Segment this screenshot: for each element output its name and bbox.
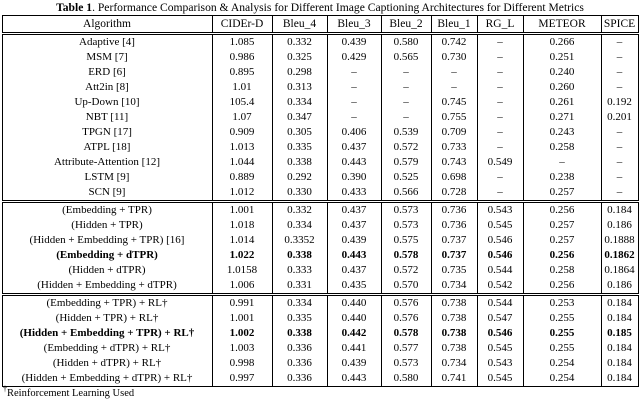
algorithm-cell: (Embedding + dTPR) + RL† — [2, 341, 212, 356]
metric-cell: 1.012 — [212, 185, 272, 202]
metric-cell: 0.545 — [477, 341, 523, 356]
metric-cell: 0.730 — [431, 50, 477, 65]
metric-cell: 0.579 — [381, 155, 431, 170]
metric-cell: 0.544 — [477, 295, 523, 312]
metric-cell: 0.997 — [212, 371, 272, 387]
metric-cell: 0.570 — [381, 278, 431, 295]
table-row — [2, 311, 638, 326]
metric-cell: – — [327, 95, 381, 110]
footnote-text: Reinforcement Learning Used — [7, 388, 135, 399]
metric-cell: 0.253 — [523, 295, 601, 312]
metric-cell: 0.258 — [523, 140, 601, 155]
table-row — [2, 356, 638, 371]
metric-cell: 0.577 — [381, 341, 431, 356]
metric-cell: 0.572 — [381, 140, 431, 155]
algorithm-cell: (Hidden + Embedding + dTPR) — [2, 278, 212, 295]
metric-cell: 0.991 — [212, 295, 272, 312]
algorithm-cell: (Hidden + dTPR) + RL† — [2, 356, 212, 371]
dagger-marker: † — [3, 384, 7, 394]
header-row — [2, 16, 638, 34]
metric-cell: 0.576 — [381, 311, 431, 326]
metric-cell: 0.998 — [212, 356, 272, 371]
metric-cell: 0.429 — [327, 50, 381, 65]
metric-cell: 0.1862 — [601, 248, 638, 263]
metric-cell: 0.184 — [601, 371, 638, 387]
metric-cell: 0.728 — [431, 185, 477, 202]
metric-cell: – — [601, 80, 638, 95]
metric-cell: – — [381, 95, 431, 110]
metric-cell: – — [601, 65, 638, 80]
table-row — [2, 34, 638, 51]
metric-cell: 0.542 — [477, 278, 523, 295]
metric-cell: 0.201 — [601, 110, 638, 125]
metric-cell: 0.547 — [477, 311, 523, 326]
table-row — [2, 80, 638, 95]
metric-cell: 0.332 — [272, 202, 327, 219]
metric-cell: 0.255 — [523, 311, 601, 326]
metric-cell: 0.565 — [381, 50, 431, 65]
table-row — [2, 95, 638, 110]
metric-cell: 0.578 — [381, 248, 431, 263]
metric-cell: 0.578 — [381, 326, 431, 341]
column-header-bleu1: Bleu_1 — [431, 16, 477, 34]
metric-cell: – — [477, 185, 523, 202]
table-row — [2, 155, 638, 170]
metric-cell: 1.014 — [212, 233, 272, 248]
metric-cell: 0.546 — [477, 248, 523, 263]
metric-cell: 105.4 — [212, 95, 272, 110]
metric-cell: 0.440 — [327, 295, 381, 312]
metric-cell: – — [523, 155, 601, 170]
metric-cell: 0.1888 — [601, 233, 638, 248]
metric-cell: 0.185 — [601, 326, 638, 341]
section-baselines — [2, 34, 638, 202]
metric-cell: 0.347 — [272, 110, 327, 125]
metric-cell: 0.698 — [431, 170, 477, 185]
metric-cell: – — [601, 155, 638, 170]
metric-cell: 0.743 — [431, 155, 477, 170]
metric-cell: 0.733 — [431, 140, 477, 155]
metric-cell: 0.736 — [431, 202, 477, 219]
algorithm-cell: TPGN [17] — [2, 125, 212, 140]
metric-cell: 0.335 — [272, 140, 327, 155]
table-header — [2, 16, 638, 34]
metric-cell: 1.006 — [212, 278, 272, 295]
metric-cell: 0.909 — [212, 125, 272, 140]
metric-cell: 1.022 — [212, 248, 272, 263]
algorithm-cell: (Hidden + Embedding + TPR) [16] — [2, 233, 212, 248]
table-row — [2, 110, 638, 125]
metric-cell: 0.735 — [431, 263, 477, 278]
metric-cell: 0.3352 — [272, 233, 327, 248]
metric-cell: 0.736 — [431, 218, 477, 233]
algorithm-cell: LSTM [9] — [2, 170, 212, 185]
metric-cell: 0.192 — [601, 95, 638, 110]
metric-cell: 0.573 — [381, 356, 431, 371]
metric-cell: 0.336 — [272, 371, 327, 387]
metric-cell: 0.184 — [601, 202, 638, 219]
metric-cell: 0.338 — [272, 155, 327, 170]
metric-cell: 0.439 — [327, 34, 381, 51]
algorithm-cell: (Hidden + TPR) + RL† — [2, 311, 212, 326]
metric-cell: 0.240 — [523, 65, 601, 80]
table-row — [2, 140, 638, 155]
table-caption — [0, 0, 640, 14]
metric-cell: – — [477, 80, 523, 95]
table-row — [2, 185, 638, 202]
metric-cell: 1.001 — [212, 311, 272, 326]
section-rl-models — [2, 295, 638, 387]
metric-cell: 0.738 — [431, 341, 477, 356]
algorithm-cell: Attribute-Attention [12] — [2, 155, 212, 170]
metric-cell: 0.737 — [431, 233, 477, 248]
table-row — [2, 326, 638, 341]
metric-cell: 0.543 — [477, 356, 523, 371]
metric-cell: 0.889 — [212, 170, 272, 185]
metric-cell: 0.254 — [523, 371, 601, 387]
metric-cell: – — [381, 80, 431, 95]
metric-cell: 0.437 — [327, 140, 381, 155]
column-header-cider-d: CIDEr-D — [212, 16, 272, 34]
metric-cell: 0.544 — [477, 263, 523, 278]
metric-cell: – — [477, 50, 523, 65]
metric-cell: 0.390 — [327, 170, 381, 185]
metric-cell: 1.07 — [212, 110, 272, 125]
metric-cell: 0.334 — [272, 295, 327, 312]
column-header-rg-l: RG_L — [477, 16, 523, 34]
metric-cell: 0.737 — [431, 248, 477, 263]
metric-cell: 0.437 — [327, 263, 381, 278]
metric-cell: – — [431, 80, 477, 95]
metric-cell: 0.525 — [381, 170, 431, 185]
metric-cell: 0.437 — [327, 202, 381, 219]
metric-cell: 1.013 — [212, 140, 272, 155]
metric-cell: 0.443 — [327, 371, 381, 387]
table-row — [2, 248, 638, 263]
metric-cell: 0.734 — [431, 278, 477, 295]
algorithm-cell: Adaptive [4] — [2, 34, 212, 51]
table-row — [2, 233, 638, 248]
metric-cell: 0.741 — [431, 371, 477, 387]
metric-cell: 0.566 — [381, 185, 431, 202]
metric-cell: – — [477, 110, 523, 125]
metric-cell: 0.755 — [431, 110, 477, 125]
metric-cell: 0.298 — [272, 65, 327, 80]
metric-cell: – — [477, 34, 523, 51]
metric-cell: 0.709 — [431, 125, 477, 140]
metric-cell: – — [327, 110, 381, 125]
metric-cell: 0.261 — [523, 95, 601, 110]
metric-cell: 0.266 — [523, 34, 601, 51]
metric-cell: 0.332 — [272, 34, 327, 51]
metric-cell: 0.575 — [381, 233, 431, 248]
metric-cell: 0.573 — [381, 202, 431, 219]
metric-cell: 0.271 — [523, 110, 601, 125]
metric-cell: 0.257 — [523, 218, 601, 233]
metric-cell: 0.257 — [523, 233, 601, 248]
column-header-spice: SPICE — [601, 16, 638, 34]
metric-cell: 0.543 — [477, 202, 523, 219]
metric-cell: – — [601, 170, 638, 185]
metric-cell: – — [601, 34, 638, 51]
table-row — [2, 50, 638, 65]
algorithm-cell: Att2in [8] — [2, 80, 212, 95]
metric-cell: 0.546 — [477, 326, 523, 341]
metric-cell: 0.545 — [477, 218, 523, 233]
table-row — [2, 170, 638, 185]
algorithm-cell: MSM [7] — [2, 50, 212, 65]
metric-cell: 0.738 — [431, 326, 477, 341]
metric-cell: 0.184 — [601, 295, 638, 312]
table-row — [2, 278, 638, 295]
metric-cell: 0.333 — [272, 263, 327, 278]
metric-cell: 0.338 — [272, 248, 327, 263]
algorithm-cell: (Embedding + TPR) — [2, 202, 212, 219]
table-row — [2, 65, 638, 80]
metric-cell: 1.01 — [212, 80, 272, 95]
metric-cell: 0.745 — [431, 95, 477, 110]
table-row — [2, 218, 638, 233]
metric-cell: 0.573 — [381, 218, 431, 233]
metric-cell: 0.580 — [381, 34, 431, 51]
metric-cell: 0.256 — [523, 202, 601, 219]
metric-cell: – — [381, 65, 431, 80]
metric-cell: 0.238 — [523, 170, 601, 185]
table-row — [2, 263, 638, 278]
metric-cell: 0.305 — [272, 125, 327, 140]
metric-cell: 0.331 — [272, 278, 327, 295]
metric-cell: – — [477, 125, 523, 140]
column-header-algorithm: Algorithm — [2, 16, 212, 34]
metric-cell: 0.186 — [601, 278, 638, 295]
algorithm-cell: ERD [6] — [2, 65, 212, 80]
metric-cell: 0.335 — [272, 311, 327, 326]
metric-cell: 0.338 — [272, 326, 327, 341]
table-row — [2, 295, 638, 312]
table-caption-label: Table 1 — [56, 1, 93, 14]
metric-cell: 0.256 — [523, 278, 601, 295]
metric-cell: 0.260 — [523, 80, 601, 95]
table-caption-text: . Performance Comparison & Analysis for Different Image Captioning Architectures for Different Metrics — [92, 1, 584, 14]
metric-cell: – — [431, 65, 477, 80]
metric-cell: 0.184 — [601, 356, 638, 371]
metric-cell: 0.243 — [523, 125, 601, 140]
metric-cell: 1.003 — [212, 341, 272, 356]
metric-cell: 1.085 — [212, 34, 272, 51]
column-header-bleu4: Bleu_4 — [272, 16, 327, 34]
algorithm-cell: (Hidden + Embedding + TPR) + RL† — [2, 326, 212, 341]
metric-cell: 0.258 — [523, 263, 601, 278]
table-row — [2, 202, 638, 219]
metric-cell: – — [477, 170, 523, 185]
metric-cell: 0.257 — [523, 185, 601, 202]
column-header-bleu3: Bleu_3 — [327, 16, 381, 34]
metric-cell: 0.184 — [601, 311, 638, 326]
metric-cell: – — [601, 125, 638, 140]
metric-cell: 0.545 — [477, 371, 523, 387]
metric-cell: 0.437 — [327, 218, 381, 233]
metric-cell: 0.433 — [327, 185, 381, 202]
metric-cell: 0.986 — [212, 50, 272, 65]
metric-cell: 0.440 — [327, 311, 381, 326]
metric-cell: 0.336 — [272, 356, 327, 371]
metric-cell: 0.572 — [381, 263, 431, 278]
metric-cell: 0.734 — [431, 356, 477, 371]
metric-cell: 0.334 — [272, 95, 327, 110]
metric-cell: 0.546 — [477, 233, 523, 248]
metric-cell: 0.439 — [327, 356, 381, 371]
metric-cell: – — [477, 65, 523, 80]
algorithm-cell: ATPL [18] — [2, 140, 212, 155]
metric-cell: 0.334 — [272, 218, 327, 233]
algorithm-cell: Up-Down [10] — [2, 95, 212, 110]
metric-cell: – — [327, 65, 381, 80]
metric-cell: – — [601, 50, 638, 65]
metric-cell: 0.738 — [431, 311, 477, 326]
metric-cell: 0.442 — [327, 326, 381, 341]
metric-cell: 0.576 — [381, 295, 431, 312]
metric-cell: 0.580 — [381, 371, 431, 387]
metric-cell: 0.325 — [272, 50, 327, 65]
metric-cell: 0.255 — [523, 326, 601, 341]
metric-cell: 0.313 — [272, 80, 327, 95]
metric-cell: 0.336 — [272, 341, 327, 356]
metric-cell: 1.018 — [212, 218, 272, 233]
metric-cell: 0.1864 — [601, 263, 638, 278]
metric-cell: 0.255 — [523, 341, 601, 356]
metric-cell: – — [327, 80, 381, 95]
metric-cell: – — [477, 95, 523, 110]
metric-cell: 1.044 — [212, 155, 272, 170]
metric-cell: 0.443 — [327, 155, 381, 170]
algorithm-cell: (Embedding + dTPR) — [2, 248, 212, 263]
metric-cell: 1.001 — [212, 202, 272, 219]
algorithm-cell: SCN [9] — [2, 185, 212, 202]
metric-cell: 0.256 — [523, 248, 601, 263]
metric-cell: 0.895 — [212, 65, 272, 80]
column-header-meteor: METEOR — [523, 16, 601, 34]
metric-cell: 0.186 — [601, 218, 638, 233]
metric-cell: 0.251 — [523, 50, 601, 65]
table-row — [2, 125, 638, 140]
algorithm-cell: NBT [11] — [2, 110, 212, 125]
metric-cell: – — [601, 185, 638, 202]
table-footnote — [3, 384, 640, 400]
table-row — [2, 341, 638, 356]
metric-cell: 0.443 — [327, 248, 381, 263]
section-tpr-models — [2, 202, 638, 295]
metric-cell: 0.292 — [272, 170, 327, 185]
column-header-bleu2: Bleu_2 — [381, 16, 431, 34]
metric-cell: 0.406 — [327, 125, 381, 140]
metric-cell: 1.0158 — [212, 263, 272, 278]
metric-cell: 0.549 — [477, 155, 523, 170]
metric-cell: – — [381, 110, 431, 125]
algorithm-cell: (Hidden + TPR) — [2, 218, 212, 233]
metric-cell: 0.738 — [431, 295, 477, 312]
metric-cell: – — [601, 140, 638, 155]
performance-table — [2, 15, 639, 387]
metric-cell: 0.441 — [327, 341, 381, 356]
metric-cell: 0.439 — [327, 233, 381, 248]
algorithm-cell: (Hidden + dTPR) — [2, 263, 212, 278]
algorithm-cell: (Embedding + TPR) + RL† — [2, 295, 212, 312]
metric-cell: 0.254 — [523, 356, 601, 371]
metric-cell: 0.742 — [431, 34, 477, 51]
metric-cell: – — [477, 140, 523, 155]
metric-cell: 0.184 — [601, 341, 638, 356]
metric-cell: 1.002 — [212, 326, 272, 341]
algorithm-cell: (Hidden + Embedding + dTPR) + RL† — [2, 371, 212, 387]
metric-cell: 0.435 — [327, 278, 381, 295]
table-row — [2, 371, 638, 387]
metric-cell: 0.539 — [381, 125, 431, 140]
metric-cell: 0.330 — [272, 185, 327, 202]
